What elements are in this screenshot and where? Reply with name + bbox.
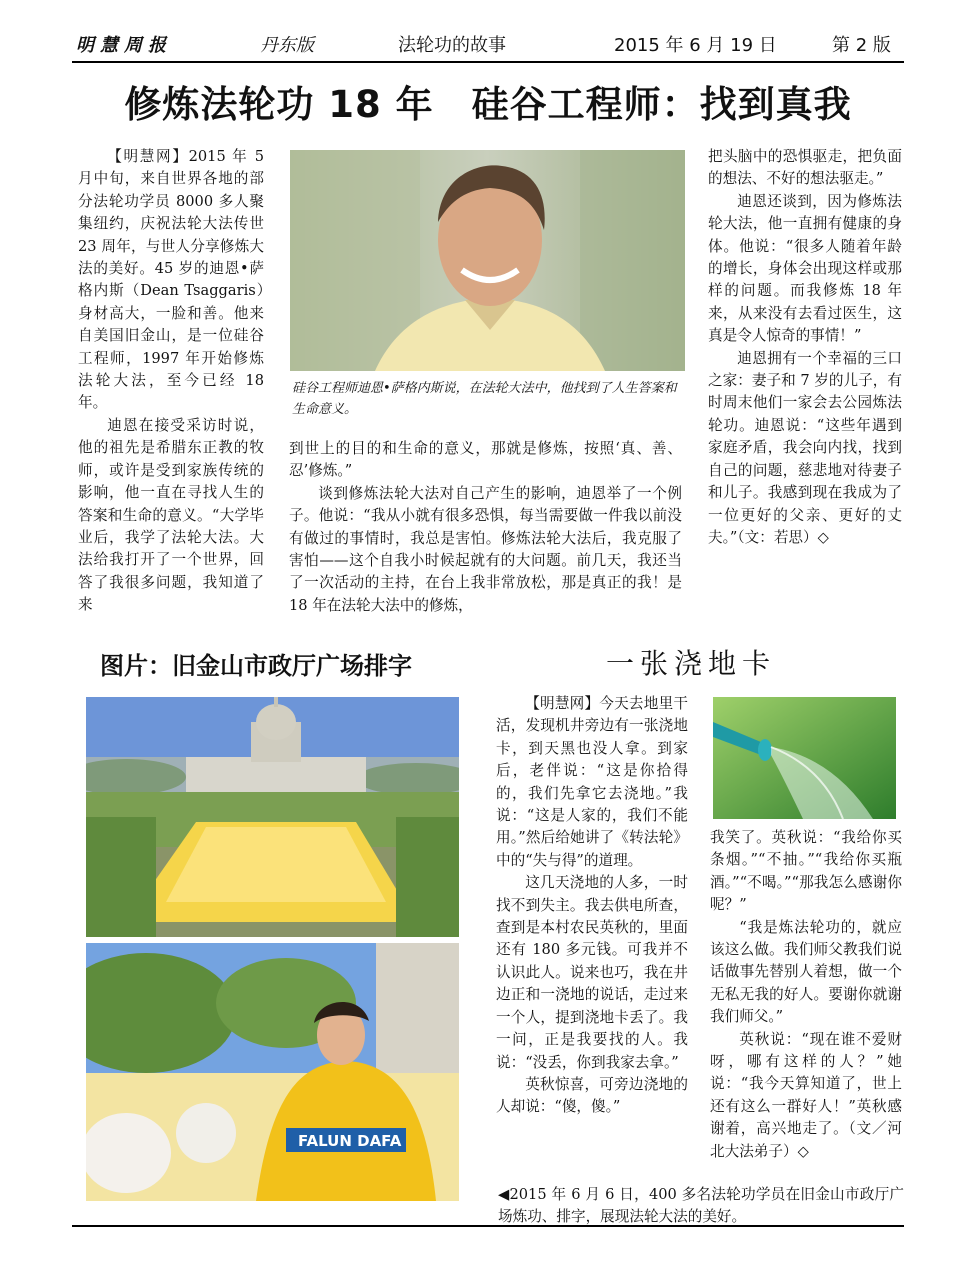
- article1-paragraph: 迪恩还谈到，因为修炼法轮大法，他一直拥有健康的身体。他说：“很多人随着年龄的增长，身体会出现这样或那样的问题。而我修炼 18 年来，从来没有去看过医生，这真是令人惊奇的事情！”: [708, 192, 902, 345]
- article1-column-3: [708, 146, 902, 549]
- article1-column-1: [78, 146, 264, 617]
- picture-caption: ◀2015 年 6 月 6 日，400 多名法轮功学员在旧金山市政厅广场炼功、排字，展现法轮大法的美好。: [498, 1186, 904, 1226]
- portrait-photo: [290, 150, 685, 371]
- masthead: [72, 34, 904, 62]
- falun-dafa-banner-text: FALUN DAFA: [298, 1132, 402, 1150]
- footer-rule: [72, 1225, 904, 1227]
- newspaper-name: 明慧周报: [76, 35, 172, 56]
- photo-caption: 硅谷工程师迪恩•萨格内斯说，在法轮大法中，他找到了人生答案和生命意义。: [292, 381, 677, 417]
- meditation-graphic: [86, 943, 459, 1201]
- meditation-photo: [86, 943, 459, 1201]
- article2-column-2: [710, 827, 902, 1163]
- article2-paragraph: 英秋说：“现在谁不爱财呀，哪有这样的人？”她说：“我今天算知道了，世上还有这么一群好人！”英秋感谢着，高兴地走了。（文／河北大法弟子）◇: [710, 1030, 902, 1160]
- article1-paragraph: 把头脑中的恐惧驱走，把负面的想法、不好的想法驱走。”: [708, 148, 902, 188]
- issue-date: 2015 年 6 月 19 日: [614, 35, 777, 56]
- watering-can-photo: [713, 697, 896, 819]
- article2-paragraph: “我是炼法轮功的，就应该这么做。我们师父教我们说话做事先替别人着想，做一个无私无我的好人。要谢你就谢我们师父。”: [710, 918, 902, 1026]
- article1-paragraph: 迪恩在接受采访时说，他的祖先是希腊东正教的牧师，或许是受到家族传统的影响，他一直在寻找人生的答案和生命的意义。“大学毕业后，我学了法轮大法。大法给我打开了一个世界，回答了我很多问题，我知道了来: [78, 416, 264, 614]
- article1-paragraph: 谈到修炼法轮大法对自己产生的影响，迪恩举了一个例子。他说：“我从小就有很多恐惧，每当需要做一件我以前没有做过的事情时，我总是害怕。修炼法轮大法后，我克服了害怕——这个自我小时候起就有的大问题。前几天，我还当了一次活动的主持，在台上我非常放松，那是真正的我！是 18 年在法轮大法中的修炼，: [289, 484, 682, 614]
- section-label: 法轮功的故事: [398, 35, 506, 56]
- watering-can-graphic: [713, 697, 896, 819]
- article2-paragraph: 我笑了。英秋说：“我给你买条烟。”“不抽。”“我给你买瓶酒。”“不喝。”“那我怎么感谢你呢？”: [710, 829, 902, 914]
- article2-column-1: [496, 693, 688, 1119]
- article1-column-2: [289, 438, 682, 617]
- portrait-photo-graphic: [290, 150, 685, 371]
- article1-paragraph: 【明慧网】2015 年 5 月中旬，来自世界各地的部分法轮功学员 8000 多人聚集纽约，庆祝法轮大法传世 23 周年，与世人分享修炼大法的美好。45 岁的迪恩•萨格内斯（Dean Tsaggaris）身材高大，一脸和善。他来自美国旧金山，是一位硅谷工程师，1997 年开始修炼法轮大法，至今已经 18 年。: [78, 148, 264, 412]
- article2-title: 一张浇地卡: [606, 647, 777, 680]
- article1-paragraph: 到世上的目的和生命的意义，那就是修炼，按照‘真、善、忍’修炼。”: [289, 440, 682, 480]
- masthead-rule: [72, 61, 904, 63]
- article2-paragraph: 【明慧网】今天去地里干活，发现机井旁边有一张浇地卡，到天黑也没人拿。到家后，老伴说：“这是你拾得的，我们先拿它去浇地。”我说：“这是人家的，我们不能用。”然后给她讲了《转法轮》中的“失与得”的道理。: [496, 695, 688, 869]
- city-hall-plaza-photo: [86, 697, 459, 937]
- picture-section-title: 图片：旧金山市政厅广场排字: [100, 652, 412, 680]
- article2-paragraph: 这几天浇地的人多，一时找不到失主。我去供电所查，查到是本村农民英秋的，里面还有 180 多元钱。可我并不认识此人。说来也巧，我在井边正和一浇地的说话，走过来一个人，提到浇地卡丢了。我一问，正是我要找的人。我说：“没丢，你到我家去拿。”: [496, 874, 688, 1071]
- edition-label: 丹东版: [260, 35, 314, 56]
- city-hall-plaza-graphic: [86, 697, 459, 937]
- article-headline: 修炼法轮功 18 年 硅谷工程师：找到真我: [124, 83, 852, 126]
- article1-paragraph: 迪恩拥有一个幸福的三口之家：妻子和 7 岁的儿子，有时周末他们一家会去公园炼法轮功。迪恩说：“这些年遇到家庭矛盾，我会向内找，找到自己的问题，慈悲地对待妻子和儿子。我感到现在我成为了一位更好的父亲、更好的丈夫。”（文：若思）◇: [708, 349, 902, 546]
- page-number: 第 2 版: [832, 35, 891, 56]
- article2-paragraph: 英秋惊喜，可旁边浇地的人却说：“傻，傻。”: [496, 1075, 688, 1116]
